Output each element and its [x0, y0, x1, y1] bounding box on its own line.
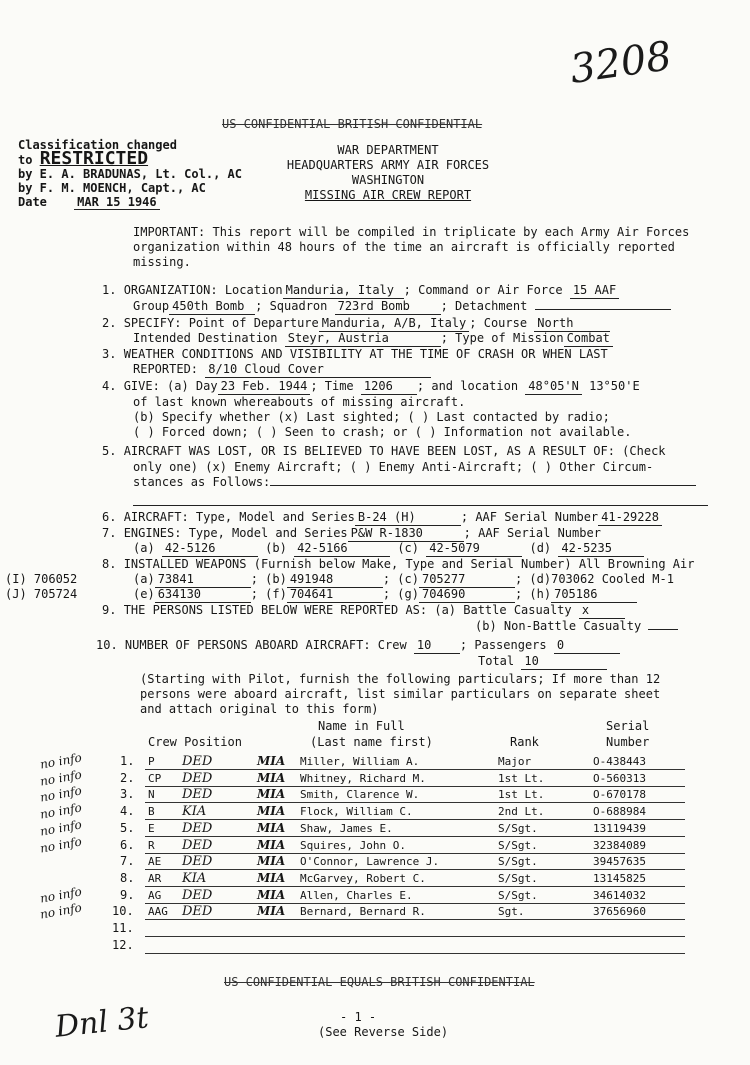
weapons-row-2: (e) 634130 ; (f) 704641 ; (g) 704690 ; (h) 705186	[133, 587, 637, 603]
battle-casualty-label: (a) Battle Casualty	[434, 603, 572, 617]
engine-serial: 42-5079	[426, 541, 522, 557]
instruction-line: and attach original to this form)	[140, 702, 379, 716]
crew-rank: Major	[498, 755, 532, 768]
weapon-tag: (a)	[133, 572, 155, 586]
crew-name: Miller, William A.	[300, 755, 420, 768]
row-note: no info	[39, 750, 83, 772]
weapon-tag: (c)	[397, 572, 419, 586]
row-line	[145, 953, 685, 954]
crew-name: Whitney, Richard M.	[300, 772, 426, 785]
crew-rank: S/Sgt.	[498, 872, 538, 885]
weapons-side-notes	[5, 572, 77, 602]
section-3-line2	[133, 362, 431, 378]
see-reverse-side: (See Reverse Side)	[318, 1025, 449, 1039]
crew-serial: 34614032	[593, 889, 646, 902]
time-value: 1206	[361, 379, 417, 395]
row-note: no info	[39, 834, 83, 856]
crew-position: P	[148, 755, 155, 768]
weapon-serial: 73841	[155, 572, 251, 588]
weapon-tag: (f)	[265, 587, 287, 601]
crew-name: Squires, John O.	[300, 839, 406, 852]
crew-status: KIA	[182, 871, 207, 886]
important-line: IMPORTANT: This report will be compiled in triplicate by each Army Air Forces	[133, 225, 690, 239]
crew-status: DED	[182, 904, 213, 919]
command-label: ; Command or Air Force	[403, 283, 563, 297]
crew-name: Smith, Clarence W.	[300, 788, 420, 801]
crew-rank: 1st Lt.	[498, 772, 545, 785]
stamp-date-value: MAR 15 1946	[74, 195, 159, 210]
weapon-serial: 703062	[551, 572, 595, 586]
side-note: (I) 706052	[5, 572, 78, 586]
crew-mia: MIA	[257, 904, 286, 918]
crew-position: R	[148, 839, 155, 852]
detachment-value	[535, 309, 671, 310]
header-line3: WASHINGTON	[351, 173, 425, 187]
org-location-value: Manduria, Italy	[283, 283, 404, 299]
engines-label: ENGINES: Type, Model and Series	[123, 526, 348, 540]
day-label: GIVE: (a) Day	[123, 379, 218, 393]
weapon-serial: 491948	[287, 572, 383, 588]
engine-serial: 42-5166	[294, 541, 390, 557]
crew-name: Allen, Charles E.	[300, 889, 413, 902]
weapon-serial: 704690	[419, 587, 515, 603]
weather-label-2: REPORTED:	[133, 362, 199, 376]
crew-name: Bernard, Bernard R.	[300, 905, 426, 918]
crew-position: N	[148, 788, 155, 801]
group-label: Group	[133, 299, 170, 313]
crew-mia: MIA	[257, 771, 286, 785]
weapon-serial: 705277	[419, 572, 515, 588]
aircraft-label: AIRCRAFT: Type, Model and Series	[123, 510, 355, 524]
header-line1: WAR DEPARTMENT	[337, 143, 439, 157]
bottom-classification: US CONFIDENTIAL EQUALS BRITISH CONFIDENTIAL	[224, 975, 535, 989]
crew-rank: Sgt.	[498, 905, 525, 918]
signature: Dnl 3t	[53, 1000, 151, 1045]
squadron-value: 723rd Bomb	[335, 299, 441, 315]
row-note: no info	[39, 783, 83, 805]
table-row	[0, 854, 750, 870]
header-rank: Rank	[510, 735, 539, 749]
section-9-line2	[475, 619, 678, 634]
aircraft-serial-value: 41-29228	[598, 510, 662, 526]
section-7	[102, 526, 601, 542]
stamp-date-label: Date	[18, 195, 47, 209]
destination-value: Steyr, Austria	[285, 331, 441, 347]
engine-tag: (b)	[265, 541, 287, 555]
row-note: no info	[39, 800, 83, 822]
table-row	[0, 800, 750, 822]
total-label: Total	[478, 654, 515, 668]
section-3	[102, 347, 608, 362]
section-4-lines	[133, 395, 632, 440]
blank-line	[133, 505, 708, 506]
cause-line3-text: stances as Follows:	[133, 475, 271, 489]
crew-rank: 2nd Lt.	[498, 805, 545, 818]
handwritten-report-number: 3208	[567, 33, 675, 93]
crew-rank: S/Sgt.	[498, 839, 538, 852]
section-2	[102, 316, 610, 332]
aircraft-serial-label: ; AAF Serial Number	[460, 510, 599, 524]
battle-casualty-mark: x	[579, 603, 625, 619]
reported-as-label: THE PERSONS LISTED BELOW WERE REPORTED AS:	[123, 603, 428, 617]
row-number: 1.	[120, 754, 135, 768]
row-line	[145, 819, 685, 820]
location-label: ; and location	[416, 379, 519, 393]
section-number: 10.	[96, 638, 118, 652]
section-number: 1.	[102, 283, 117, 297]
section-number: 4.	[102, 379, 117, 393]
row-line	[145, 919, 685, 920]
table-row	[0, 817, 750, 839]
crew-name: Shaw, James E.	[300, 822, 393, 835]
section-6	[102, 510, 662, 526]
engine-tag: (c)	[397, 541, 419, 555]
weather-value: 8/10 Cloud Cover	[205, 362, 431, 378]
course-value: North	[534, 316, 610, 332]
crew-mia: MIA	[257, 871, 286, 885]
weapon-tag: (d)	[529, 572, 552, 586]
crew-position: AR	[148, 872, 162, 885]
weather-label: WEATHER CONDITIONS AND VISIBILITY AT THE TIME OF CRASH OR WHEN LAST	[123, 347, 608, 361]
course-label: ; Course	[469, 316, 528, 330]
weapon-tag: (e)	[133, 587, 155, 601]
non-battle-casualty-mark	[648, 629, 678, 630]
engine-serial: 42-5126	[162, 541, 258, 557]
table-row	[0, 750, 750, 772]
row-line	[145, 802, 685, 803]
row-number: 2.	[120, 771, 135, 785]
mission-value: Combat	[564, 331, 613, 347]
row-line	[145, 769, 685, 770]
engines-type-value: P&W R-1830	[348, 526, 464, 542]
section-number: 7.	[102, 526, 117, 540]
crew-status: DED	[182, 854, 213, 869]
cause-line1: AIRCRAFT WAS LOST, OR IS BELIEVED TO HAVE BEEN LOST, AS A RESULT OF: (Check	[123, 444, 666, 458]
mission-label: ; Type of Mission	[440, 331, 564, 345]
section-1	[102, 283, 619, 299]
table-row	[0, 921, 750, 937]
weapon-serial: 705186	[551, 587, 637, 603]
header-line2: HEADQUARTERS ARMY AIR FORCES	[286, 158, 490, 172]
crew-status: DED	[182, 787, 213, 802]
weapon-tag: (b)	[265, 572, 287, 586]
top-classification: US CONFIDENTIAL BRITISH CONFIDENTIAL	[222, 117, 483, 131]
stamp-to: to	[18, 153, 33, 167]
row-number: 8.	[120, 871, 135, 885]
engine-tag: (a)	[133, 541, 155, 555]
departure-value: Manduria, A/B, Italy	[319, 316, 470, 332]
sighted-line: (b) Specify whether (x) Last sighted; ( ) Last contacted by radio;	[133, 410, 610, 424]
header-crew-position: Crew Position	[148, 735, 242, 749]
crew-serial: O-688984	[593, 805, 646, 818]
page-number: - 1 -	[340, 1010, 377, 1024]
passengers-count: 0	[554, 638, 620, 654]
report-title: MISSING AIR CREW REPORT	[304, 188, 472, 202]
crew-serial: O-560313	[593, 772, 646, 785]
row-note: no info	[39, 767, 83, 789]
crew-serial: O-670178	[593, 788, 646, 801]
engine-serial: 42-5235	[558, 541, 644, 557]
crew-mia: MIA	[257, 821, 286, 835]
row-number: 3.	[120, 787, 135, 801]
departure-label: SPECIFY: Point of Departure	[123, 316, 319, 330]
engine-tag: (d)	[529, 541, 552, 555]
circumstances-value	[270, 485, 696, 486]
crew-rank: 1st Lt.	[498, 788, 545, 801]
squadron-label: ; Squadron	[255, 299, 328, 313]
row-number: 12.	[112, 938, 134, 952]
weapons-row-1: (a) 73841 ; (b) 491948 ; (c) 705277 ; (d)703062 Cooled M-1	[133, 572, 674, 586]
crew-name: McGarvey, Robert C.	[300, 872, 426, 885]
stamp-line1: Classification changed	[18, 138, 177, 152]
row-number: 10.	[112, 904, 134, 918]
crew-status: DED	[182, 754, 213, 769]
crew-instructions	[140, 672, 660, 717]
total-line	[478, 654, 607, 670]
section-number: 5.	[102, 444, 117, 458]
weapons-make: All Browning Air	[578, 557, 695, 571]
org-location-label: ORGANIZATION: Location	[123, 283, 283, 297]
section-9	[102, 603, 625, 619]
table-row	[0, 783, 750, 805]
table-row	[0, 938, 750, 954]
crew-rank: S/Sgt.	[498, 855, 538, 868]
section-10	[96, 638, 620, 654]
section-4	[102, 379, 640, 395]
crew-rank: S/Sgt.	[498, 889, 538, 902]
section-number: 3.	[102, 347, 117, 361]
row-note: no info	[39, 900, 83, 922]
crew-serial: 39457635	[593, 855, 646, 868]
stamp-date	[18, 195, 242, 210]
important-note	[133, 225, 689, 270]
crew-status: DED	[182, 888, 213, 903]
table-row	[0, 871, 750, 887]
crew-position: AE	[148, 855, 162, 868]
crew-serial: 32384089	[593, 839, 646, 852]
section-8	[102, 557, 694, 572]
row-line	[145, 836, 685, 837]
time-label: ; Time	[310, 379, 354, 393]
instruction-line: (Starting with Pilot, furnish the following particulars; If more than 12	[140, 672, 661, 686]
table-row	[0, 900, 750, 922]
crew-mia: MIA	[257, 838, 286, 852]
row-note: no info	[39, 817, 83, 839]
passengers-label: ; Passengers	[459, 638, 547, 652]
weapons-make-2: Cooled M-1	[601, 572, 674, 586]
engines-serial-label: ; AAF Serial Number	[463, 526, 601, 540]
row-line	[145, 869, 685, 870]
crew-name: Flock, William C.	[300, 805, 413, 818]
longitude-value: 13°50'E	[589, 379, 640, 393]
important-line: missing.	[133, 255, 191, 269]
weapon-tag: (h)	[529, 587, 552, 601]
crew-name: O'Connor, Lawrence J.	[300, 855, 440, 868]
crew-status: DED	[182, 771, 213, 786]
non-battle-casualty-label: (b) Non-Battle Casualty	[475, 619, 642, 633]
stamp-line2	[18, 148, 242, 169]
stamp-by1: by E. A. BRADUNAS, Lt. Col., AC	[18, 167, 242, 181]
forced-line: ( ) Forced down; ( ) Seen to crash; or ( ) Information not available.	[133, 425, 632, 439]
row-note: no info	[39, 884, 83, 906]
day-value: 23 Feb. 1944	[218, 379, 311, 395]
section-number: 8.	[102, 557, 117, 571]
row-number: 6.	[120, 838, 135, 852]
header-last-name-first: (Last name first)	[310, 735, 433, 749]
crew-status: DED	[182, 838, 213, 853]
row-line	[145, 886, 685, 887]
crew-mia: MIA	[257, 754, 286, 768]
weapons-label: INSTALLED WEAPONS (Furnish below Make, Type and Serial Number)	[123, 557, 572, 571]
table-row	[0, 767, 750, 789]
destination-label: Intended Destination	[133, 331, 278, 345]
section-1-line2	[133, 299, 671, 315]
section-2-line2	[133, 331, 613, 347]
crew-mia: MIA	[257, 888, 286, 902]
whereabouts-line: of last known whereabouts of missing aircraft.	[133, 395, 466, 409]
row-line	[145, 936, 685, 937]
row-number: 5.	[120, 821, 135, 835]
row-number: 7.	[120, 854, 135, 868]
crew-position: E	[148, 822, 155, 835]
crew-position: AG	[148, 889, 162, 902]
important-line: organization within 48 hours of the time an aircraft is officially reported	[133, 240, 675, 254]
crew-rank: S/Sgt.	[498, 822, 538, 835]
stamp-by2: by F. M. MOENCH, Capt., AC	[18, 181, 206, 195]
row-number: 9.	[120, 888, 135, 902]
crew-status: DED	[182, 821, 213, 836]
crew-status: KIA	[182, 804, 207, 819]
section-5	[102, 444, 666, 459]
crew-serial: 37656960	[593, 905, 646, 918]
aircraft-type-value: B-24 (H)	[355, 510, 461, 526]
classification-stamp	[18, 138, 242, 210]
crew-serial: 13145825	[593, 872, 646, 885]
table-row	[0, 884, 750, 906]
persons-label: NUMBER OF PERSONS ABOARD AIRCRAFT: Crew	[124, 638, 407, 652]
weapon-serial: 704641	[287, 587, 383, 603]
group-value: 450th Bomb	[169, 299, 255, 315]
row-number: 11.	[112, 921, 134, 935]
crew-count: 10	[414, 638, 460, 654]
cause-line2: only one) (x) Enemy Aircraft; ( ) Enemy Anti-Aircraft; ( ) Other Circum-	[133, 460, 654, 474]
detachment-label: ; Detachment	[440, 299, 528, 313]
stamp-restricted: RESTRICTED	[39, 148, 149, 169]
side-note: (J) 705724	[5, 587, 78, 601]
crew-mia: MIA	[257, 854, 286, 868]
crew-serial: O-438443	[593, 755, 646, 768]
crew-position: B	[148, 805, 155, 818]
crew-mia: MIA	[257, 787, 286, 801]
header-serial: Serial	[606, 719, 650, 733]
engine-serials	[133, 541, 644, 557]
header-block	[258, 143, 518, 203]
row-number: 4.	[120, 804, 135, 818]
header-name-in-full: Name in Full	[318, 719, 405, 733]
cause-line3	[133, 475, 696, 490]
section-number: 9.	[102, 603, 117, 617]
crew-position: CP	[148, 772, 162, 785]
command-value: 15 AAF	[570, 283, 619, 299]
latitude-value: 48°05'N	[525, 379, 582, 395]
section-5-lines	[133, 460, 696, 490]
header-serial-number: Number	[606, 735, 650, 749]
weapon-serial: 634130	[155, 587, 251, 603]
crew-position: AAG	[148, 905, 168, 918]
crew-serial: 13119439	[593, 822, 646, 835]
total-count: 10	[521, 654, 607, 670]
weapon-tag: (g)	[397, 587, 419, 601]
instruction-line: persons were aboard aircraft, list similar particulars on separate sheet	[140, 687, 661, 701]
section-number: 6.	[102, 510, 117, 524]
crew-mia: MIA	[257, 804, 286, 818]
section-number: 2.	[102, 316, 117, 330]
table-row	[0, 834, 750, 856]
